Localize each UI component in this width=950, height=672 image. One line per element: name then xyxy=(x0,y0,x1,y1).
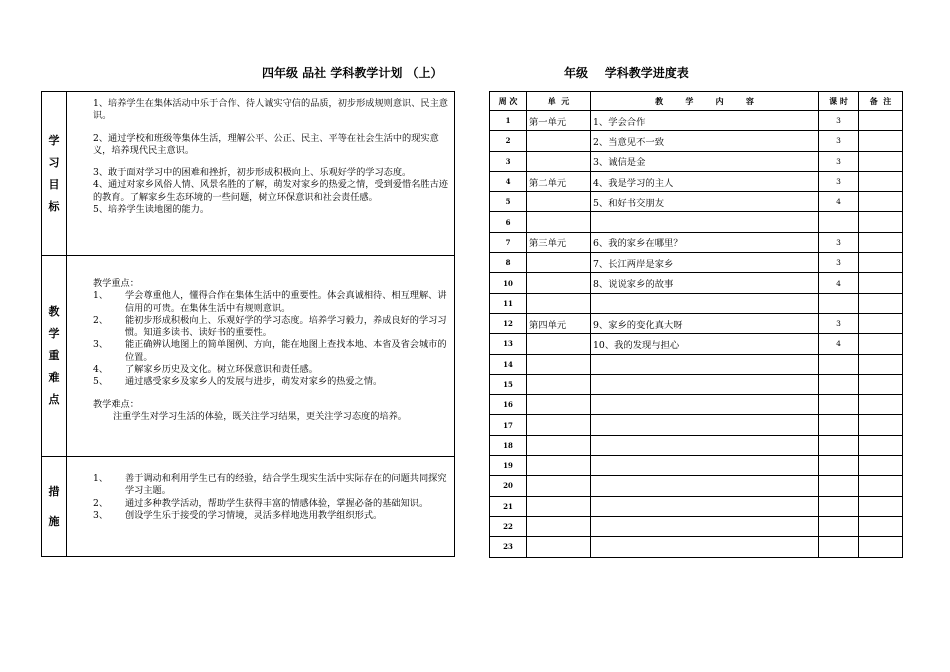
hours-cell xyxy=(819,212,859,232)
content-cell xyxy=(591,435,819,455)
goals-label-char: 学 xyxy=(48,133,60,147)
focus-label-char: 教 xyxy=(48,305,60,318)
content-cell xyxy=(591,354,819,374)
table-row xyxy=(490,192,903,212)
notes-cell xyxy=(859,232,903,252)
week-cell: 10 xyxy=(490,273,527,293)
focus-label-char: 学 xyxy=(48,327,60,340)
unit-cell xyxy=(527,415,591,435)
unit-cell: 第三单元 xyxy=(527,232,591,252)
notes-cell xyxy=(859,476,903,496)
unit-cell xyxy=(527,456,591,476)
header-content: 教 学 内 容 xyxy=(591,92,819,111)
notes-cell xyxy=(859,334,903,354)
header-notes: 备 注 xyxy=(859,92,903,111)
notes-cell xyxy=(859,354,903,374)
table-row xyxy=(490,374,903,394)
item-number: 2、 xyxy=(93,314,109,326)
week-cell: 3 xyxy=(490,151,527,171)
progress-header-row xyxy=(490,92,903,111)
item-number: 1、 xyxy=(93,473,109,484)
progress-title: 年级 学科教学进度表 xyxy=(564,66,689,80)
content-cell: 7、长江两岸是家乡 xyxy=(591,253,819,273)
week-cell: 15 xyxy=(490,374,527,394)
teaching-plan-table xyxy=(41,91,455,557)
notes-cell xyxy=(859,415,903,435)
table-row xyxy=(490,313,903,333)
plan-title: 四年级 品社 学科教学计划 （上） xyxy=(262,66,443,80)
item-number: 5、 xyxy=(93,376,109,388)
goal-item: 2、通过学校和班级等集体生活，理解公平、公正、民主、平等在社会生活中的现实意义，培养现代民主意识。 xyxy=(93,132,439,156)
measures-row xyxy=(42,457,455,557)
key-point-item xyxy=(93,315,452,340)
notes-cell xyxy=(859,395,903,415)
unit-cell xyxy=(527,293,591,313)
notes-cell xyxy=(859,111,903,131)
table-row xyxy=(490,131,903,151)
unit-cell xyxy=(527,151,591,171)
item-text: 学会尊重他人，懂得合作在集体生活中的重要性。体会真诚相待、相互理解、讲信用的可贵。在集体生活中有规则意识。 xyxy=(125,290,447,314)
content-cell xyxy=(591,476,819,496)
content-cell: 9、家乡的变化真大呀 xyxy=(591,313,819,333)
week-cell: 21 xyxy=(490,496,527,516)
unit-cell xyxy=(527,516,591,536)
hours-cell xyxy=(819,516,859,536)
focus-row xyxy=(42,256,455,457)
hours-cell xyxy=(819,456,859,476)
unit-cell xyxy=(527,395,591,415)
hours-cell xyxy=(819,496,859,516)
table-row xyxy=(490,111,903,131)
goals-row xyxy=(42,92,455,256)
week-cell: 19 xyxy=(490,456,527,476)
hours-cell: 3 xyxy=(819,151,859,171)
content-cell xyxy=(591,293,819,313)
unit-cell xyxy=(527,537,591,557)
notes-cell xyxy=(859,171,903,191)
hours-cell: 4 xyxy=(819,192,859,212)
table-row xyxy=(490,334,903,354)
content-cell xyxy=(591,395,819,415)
goals-content xyxy=(67,92,455,256)
measure-item xyxy=(93,473,452,498)
unit-cell xyxy=(527,212,591,232)
content-cell: 6、我的家乡在哪里？ xyxy=(591,232,819,252)
unit-cell xyxy=(527,435,591,455)
measures-content xyxy=(67,457,455,557)
week-cell: 13 xyxy=(490,334,527,354)
difficulties-heading: 教学难点： xyxy=(93,398,139,410)
notes-cell xyxy=(859,212,903,232)
week-cell: 22 xyxy=(490,516,527,536)
difficulties-text: 注重学生对学习生活的体验，既关注学习结果，更关注学习态度的培养。 xyxy=(113,410,407,422)
notes-cell xyxy=(859,313,903,333)
week-cell: 1 xyxy=(490,111,527,131)
notes-cell xyxy=(859,516,903,536)
header-unit: 单 元 xyxy=(527,92,591,111)
goal-item: 4、通过对家乡风俗人情、风景名胜的了解，萌发对家乡的热爱之情，受到爱惜名胜古迹的教育。了解家乡生态环境的一些问题，树立环保意识和社会责任感。 xyxy=(93,179,448,203)
hours-cell xyxy=(819,415,859,435)
measures-label-char: 施 xyxy=(48,514,60,528)
table-row xyxy=(490,537,903,557)
header-hours: 课 时 xyxy=(819,92,859,111)
unit-cell: 第一单元 xyxy=(527,111,591,131)
notes-cell xyxy=(859,537,903,557)
table-row xyxy=(490,253,903,273)
unit-cell xyxy=(527,354,591,374)
unit-cell xyxy=(527,273,591,293)
week-cell: 23 xyxy=(490,537,527,557)
table-row xyxy=(490,516,903,536)
item-number: 2、 xyxy=(93,497,109,509)
content-cell: 1、学会合作 xyxy=(591,111,819,131)
table-row xyxy=(490,151,903,171)
table-row xyxy=(490,354,903,374)
item-text: 能初步形成积极向上、乐观好学的学习态度。培养学习毅力，养成良好的学习习惯。知道多读书、读好书的重要性。 xyxy=(125,314,447,339)
measures-label-char: 措 xyxy=(48,484,60,498)
week-cell: 17 xyxy=(490,415,527,435)
goals-label-char: 标 xyxy=(48,199,60,213)
focus-label-char: 重 xyxy=(48,349,60,362)
unit-cell xyxy=(527,192,591,212)
focus-content xyxy=(67,256,455,457)
notes-cell xyxy=(859,192,903,212)
content-cell: 4、我是学习的主人 xyxy=(591,171,819,191)
hours-cell xyxy=(819,476,859,496)
unit-cell: 第四单元 xyxy=(527,313,591,333)
progress-body xyxy=(490,111,903,558)
unit-cell xyxy=(527,131,591,151)
hours-cell xyxy=(819,537,859,557)
hours-cell xyxy=(819,395,859,415)
unit-cell xyxy=(527,374,591,394)
table-row xyxy=(490,273,903,293)
progress-table xyxy=(489,91,903,558)
focus-label xyxy=(42,256,67,457)
week-cell: 18 xyxy=(490,435,527,455)
key-point-item xyxy=(93,364,452,376)
table-row xyxy=(490,293,903,313)
focus-label-char: 点 xyxy=(48,393,60,406)
notes-cell xyxy=(859,131,903,151)
header-week: 周 次 xyxy=(490,92,527,111)
unit-cell xyxy=(527,496,591,516)
key-point-item xyxy=(93,290,452,315)
content-cell xyxy=(591,496,819,516)
hours-cell: 3 xyxy=(819,171,859,191)
week-cell: 14 xyxy=(490,354,527,374)
item-number: 3、 xyxy=(93,339,109,351)
hours-cell: 3 xyxy=(819,111,859,131)
key-point-item xyxy=(93,376,452,388)
goals-label-char: 目 xyxy=(48,177,60,191)
week-cell: 20 xyxy=(490,476,527,496)
hours-cell: 4 xyxy=(819,273,859,293)
table-row xyxy=(490,456,903,476)
goals-label-char: 习 xyxy=(48,155,60,169)
measures-label xyxy=(42,457,67,557)
notes-cell xyxy=(859,293,903,313)
hours-cell: 3 xyxy=(819,131,859,151)
week-cell: 6 xyxy=(490,212,527,232)
goal-item: 5、培养学生读地图的能力。 xyxy=(93,204,210,216)
hours-cell: 3 xyxy=(819,232,859,252)
measure-item xyxy=(93,498,452,510)
item-text: 通过感受家乡及家乡人的发展与进步，萌发对家乡的热爱之情。 xyxy=(125,376,383,388)
item-number: 1、 xyxy=(93,290,109,302)
week-cell: 4 xyxy=(490,171,527,191)
content-cell: 5、和好书交朋友 xyxy=(591,192,819,212)
hours-cell: 3 xyxy=(819,253,859,273)
unit-cell xyxy=(527,476,591,496)
table-row xyxy=(490,171,903,191)
unit-cell xyxy=(527,334,591,354)
item-text: 了解家乡历史及文化。树立环保意识和责任感。 xyxy=(125,364,318,376)
notes-cell xyxy=(859,456,903,476)
notes-cell xyxy=(859,496,903,516)
focus-label-char: 难 xyxy=(48,371,60,384)
content-cell xyxy=(591,374,819,394)
table-row xyxy=(490,496,903,516)
unit-cell: 第二单元 xyxy=(527,171,591,191)
content-cell: 2、当意见不一致 xyxy=(591,131,819,151)
hours-cell: 3 xyxy=(819,313,859,333)
week-cell: 2 xyxy=(490,131,527,151)
notes-cell xyxy=(859,273,903,293)
week-cell: 8 xyxy=(490,253,527,273)
content-cell: 10、我的发现与担心 xyxy=(591,334,819,354)
table-row xyxy=(490,395,903,415)
goals-label xyxy=(42,92,67,256)
content-cell xyxy=(591,537,819,557)
table-row xyxy=(490,212,903,232)
hours-cell: 4 xyxy=(819,334,859,354)
notes-cell xyxy=(859,253,903,273)
table-row xyxy=(490,435,903,455)
table-row xyxy=(490,476,903,496)
week-cell: 16 xyxy=(490,395,527,415)
measure-item xyxy=(93,510,452,522)
goal-item: 1、培养学生在集体活动中乐于合作、待人诚实守信的品质，初步形成规则意识、民主意识。 xyxy=(93,98,448,122)
item-text: 创设学生乐于接受的学习情境，灵活多样地选用教学组织形式。 xyxy=(125,509,383,521)
content-cell: 3、诚信是金 xyxy=(591,151,819,171)
notes-cell xyxy=(859,151,903,171)
week-cell: 12 xyxy=(490,313,527,333)
notes-cell xyxy=(859,435,903,455)
unit-cell xyxy=(527,253,591,273)
item-number: 4、 xyxy=(93,364,109,376)
content-cell: 8、说说家乡的故事 xyxy=(591,273,819,293)
hours-cell xyxy=(819,293,859,313)
notes-cell xyxy=(859,374,903,394)
item-text: 能正确辨认地图上的简单图例、方向，能在地图上查找本地、本省及省会城市的位置。 xyxy=(125,339,447,363)
week-cell: 7 xyxy=(490,232,527,252)
table-row xyxy=(490,232,903,252)
table-row xyxy=(490,415,903,435)
goal-item: 3、敢于面对学习中的困难和挫折，初步形成积极向上、乐观好学的学习态度。 xyxy=(93,167,412,179)
week-cell: 5 xyxy=(490,192,527,212)
content-cell xyxy=(591,456,819,476)
hours-cell xyxy=(819,354,859,374)
content-cell xyxy=(591,415,819,435)
hours-cell xyxy=(819,435,859,455)
content-cell xyxy=(591,212,819,232)
key-points-heading: 教学重点： xyxy=(93,278,139,289)
week-cell: 11 xyxy=(490,293,527,313)
key-point-item xyxy=(93,339,452,364)
content-cell xyxy=(591,516,819,536)
item-number: 3、 xyxy=(93,509,109,521)
hours-cell xyxy=(819,374,859,394)
item-text: 通过多种教学活动，帮助学生获得丰富的情感体验，掌握必备的基础知识。 xyxy=(125,497,429,509)
item-text: 善于调动和利用学生已有的经验，结合学生现实生活中实际存在的问题共同探究学习主题。 xyxy=(125,473,447,497)
